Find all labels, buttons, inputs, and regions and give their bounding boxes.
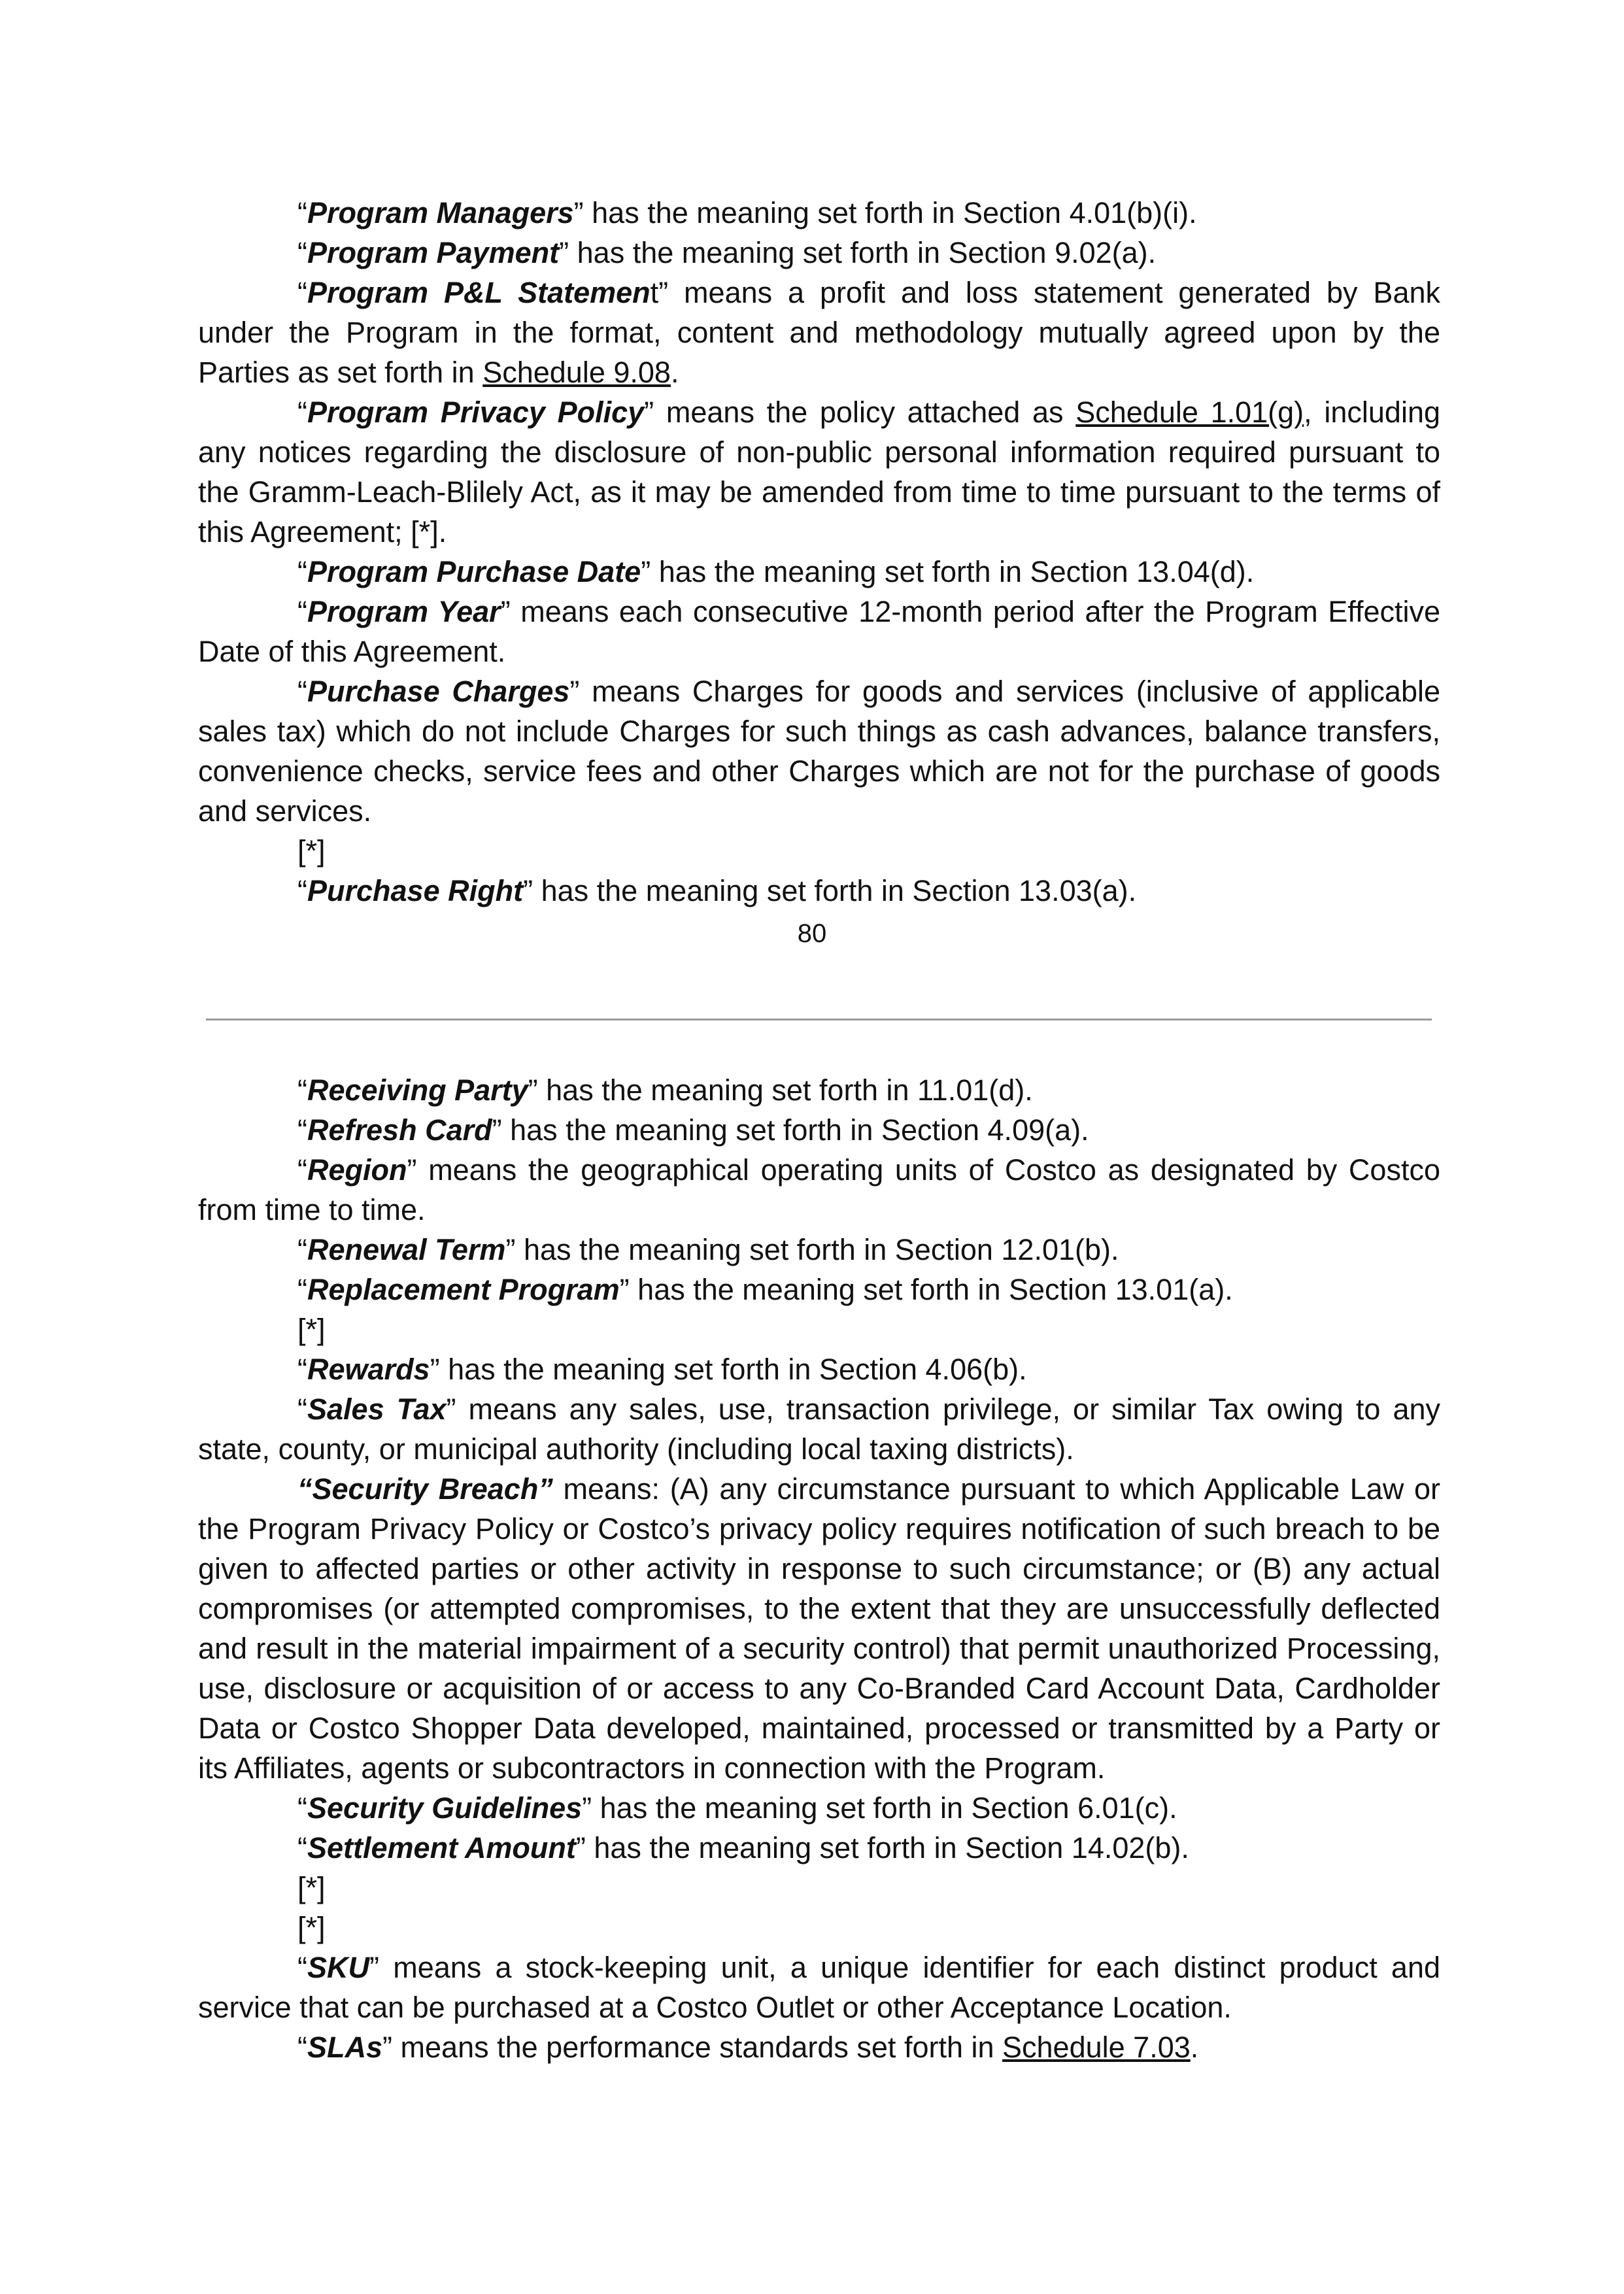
definition-text: has the meaning set forth in Section 4.09(a).: [501, 1113, 1089, 1147]
definition-entry: [198, 552, 1440, 592]
definition-text: has the meaning set forth in Section 13.01(a).: [629, 1273, 1233, 1306]
definition-text: means the performance standards set forth in: [392, 2031, 1003, 2064]
definition-text: has the meaning set forth in 11.01(d).: [537, 1073, 1033, 1107]
definition-entry: [198, 1828, 1440, 1868]
definition-text: has the meaning set forth in Section 4.01(b)(i).: [583, 196, 1197, 229]
defined-term: Program P&L Statemen: [307, 276, 651, 309]
open-quote: “: [297, 1831, 307, 1864]
defined-term: Program Purchase Date: [307, 555, 641, 588]
definition-text: has the meaning set forth in Section 4.06(b).: [439, 1353, 1027, 1386]
definitions-section-page-81: [198, 1070, 1440, 2067]
close-quote: ”: [644, 396, 654, 429]
definition-text: means a profit and loss statement generated by Bank under the Program in the format, content and methodology mutually agreed upon by the Parties as set forth in: [198, 276, 1440, 389]
definition-entry: [198, 671, 1440, 831]
definition-text: means a stock-keeping unit, a unique identifier for each distinct product and service that can be purchased at a Costco Outlet or other Acceptance Location.: [198, 1951, 1440, 2024]
close-quote: ”: [573, 196, 584, 229]
redacted-placeholder: [198, 1309, 1440, 1349]
close-quote: ”: [407, 1153, 417, 1187]
close-quote: ”: [446, 1392, 456, 1426]
open-quote: “: [297, 1233, 307, 1266]
trailing-text: , including any notices regarding the disclosure of non-public personal information required pursuant to the Gramm-Leach-Blilely Act, as it may be amended from time to time pursuant to the terms of this Agreement; [*].: [198, 396, 1441, 548]
page-divider: [206, 1019, 1432, 1020]
close-quote: ”: [582, 1791, 592, 1825]
definition-entry: [198, 1349, 1440, 1389]
defined-term: “Security Breach”: [297, 1472, 553, 1506]
definition-text: means each consecutive 12-month period after the Program Effective Date of this Agreement.: [198, 595, 1440, 668]
definition-text: has the meaning set forth in Section 13.03(a).: [533, 874, 1137, 907]
definition-text: means Charges for goods and services (inclusive of applicable sales tax) which do not include Charges for such things as cash advances, balance transfers, convenience checks, service fees and other Charges which are not for the purchase of goods and services.: [198, 675, 1440, 828]
definition-entry: [198, 1230, 1440, 1270]
definition-text: has the meaning set forth in Section 6.01(c).: [592, 1791, 1177, 1825]
open-quote: “: [297, 555, 307, 588]
open-quote: “: [297, 236, 307, 269]
open-quote: “: [297, 196, 307, 229]
close-quote: ”: [500, 595, 511, 628]
defined-term: Renewal Term: [307, 1233, 506, 1266]
open-quote: “: [297, 1113, 307, 1147]
definition-text: means: (A) any circumstance pursuant to which Applicable Law or the Program Privacy Policy or Costco’s privacy policy requires notification of such breach to be given to affected parties or other activity in response to such circumstance; or (B) any actual compromises (or attempted compromises, to the extent that they are unsuccessfully deflected and result in the material impairment of a security control) that permit unauthorized Processing, use, disclosure or acquisition of or access to any Co-Branded Card Account Data, Cardholder Data or Costco Shopper Data developed, maintained, processed or transmitted by a Party or its Affiliates, agents or subcontractors in connection with the Program.: [198, 1472, 1440, 1785]
open-quote: “: [297, 276, 307, 309]
definition-text: has the meaning set forth in Section 9.02(a).: [569, 236, 1157, 269]
definition-entry: [198, 1788, 1440, 1828]
defined-term: Region: [307, 1153, 407, 1187]
definition-text: has the meaning set forth in Section 12.01(b).: [515, 1233, 1119, 1266]
close-quote: ”: [528, 1073, 538, 1107]
open-quote: “: [297, 1951, 307, 1984]
open-quote: “: [297, 595, 307, 628]
defined-term: Refresh Card: [307, 1113, 492, 1147]
close-quote: ”: [575, 1831, 586, 1864]
definition-entry: [198, 592, 1440, 671]
defined-term: Security Guidelines: [307, 1791, 583, 1825]
close-quote: ”: [430, 1353, 440, 1386]
defined-term: Purchase Charges: [307, 675, 570, 708]
definition-text: has the meaning set forth in Section 14.02(b).: [585, 1831, 1189, 1864]
defined-term: Program Privacy Policy: [307, 396, 645, 429]
definition-entry: [198, 233, 1440, 273]
redacted-placeholder: [198, 1908, 1440, 1948]
definition-text: means any sales, use, transaction privilege, or similar Tax owing to any state, county, or municipal authority (including local taxing districts).: [198, 1392, 1441, 1466]
definition-entry: [198, 1948, 1440, 2027]
schedule-reference: Schedule 7.03: [1002, 2031, 1191, 2064]
defined-term: Receiving Party: [307, 1073, 528, 1107]
open-quote: “: [297, 1353, 307, 1386]
redacted-placeholder: [198, 831, 1440, 871]
open-quote: “: [297, 1073, 307, 1107]
defined-term: Program Managers: [307, 196, 574, 229]
definition-text: has the meaning set forth in Section 13.04(d).: [651, 555, 1255, 588]
defined-term: SLAs: [307, 2031, 383, 2064]
defined-term: Settlement Amount: [307, 1831, 576, 1864]
definition-entry: [198, 392, 1440, 552]
schedule-reference: Schedule 9.08: [482, 356, 671, 389]
open-quote: “: [297, 1153, 307, 1187]
close-quote: ”: [382, 2031, 393, 2064]
redaction-marker: [*]: [297, 1871, 326, 1904]
close-quote: ”: [369, 1951, 380, 1984]
close-quote: ”: [641, 555, 651, 588]
open-quote: “: [297, 396, 307, 429]
open-quote: “: [297, 2031, 307, 2064]
open-quote: “: [297, 874, 307, 907]
close-quote: ”: [559, 236, 569, 269]
defined-term: SKU: [307, 1951, 370, 1984]
trailing-text: .: [1190, 2031, 1199, 2064]
definition-entry: [198, 1110, 1440, 1150]
open-quote: “: [297, 675, 307, 708]
redaction-marker: [*]: [297, 1911, 326, 1944]
close-quote: ”: [569, 675, 580, 708]
definitions-section-page-80: [198, 193, 1440, 911]
page-number: 80: [797, 919, 827, 948]
definition-entry: [198, 193, 1440, 233]
redaction-marker: [*]: [297, 1313, 326, 1346]
trailing-text: .: [670, 356, 679, 389]
close-quote: ”: [505, 1233, 516, 1266]
definition-entry: [198, 273, 1440, 392]
schedule-reference: Schedule 1.01(g): [1075, 396, 1304, 429]
definition-entry: [198, 1270, 1440, 1309]
open-quote: “: [297, 1392, 307, 1426]
definition-text: means the geographical operating units of Costco as designated by Costco from time to time.: [198, 1153, 1440, 1226]
redaction-marker: [*]: [297, 834, 326, 868]
defined-term: Rewards: [307, 1353, 430, 1386]
definition-entry: [198, 1150, 1440, 1230]
defined-term: Program Payment: [307, 236, 560, 269]
definition-entry: [198, 1389, 1440, 1469]
open-quote: “: [297, 1273, 307, 1306]
open-quote: “: [297, 1791, 307, 1825]
definition-entry: [198, 1469, 1440, 1788]
close-quote: t”: [650, 276, 669, 309]
definition-entry: [198, 871, 1440, 911]
defined-term: Sales Tax: [307, 1392, 447, 1426]
close-quote: ”: [523, 874, 533, 907]
defined-term: Program Year: [307, 595, 501, 628]
close-quote: ”: [619, 1273, 630, 1306]
defined-term: Replacement Program: [307, 1273, 620, 1306]
definition-entry: [198, 2027, 1440, 2067]
definition-entry: [198, 1070, 1440, 1110]
defined-term: Purchase Right: [307, 874, 524, 907]
close-quote: ”: [492, 1113, 502, 1147]
definition-text: means the policy attached as: [654, 396, 1076, 429]
redacted-placeholder: [198, 1868, 1440, 1908]
